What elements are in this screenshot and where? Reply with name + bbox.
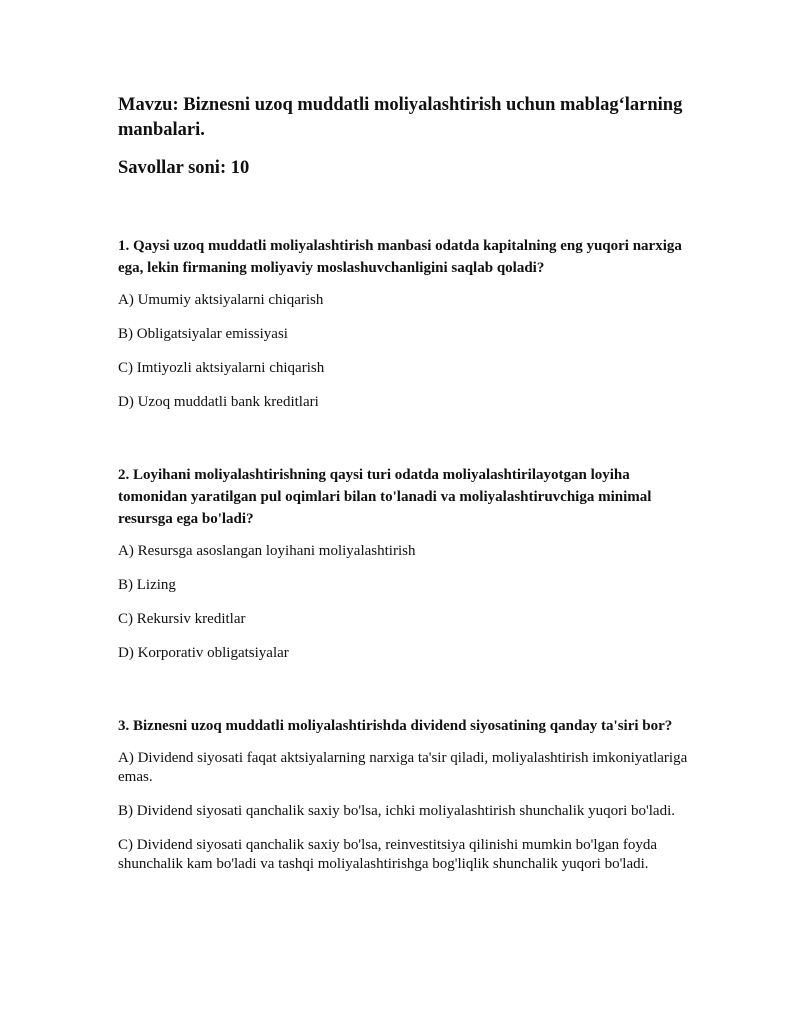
document-title: Mavzu: Biznesni uzoq muddatli moliyalashtirish uchun mablag‘larning manbalari. xyxy=(118,95,683,140)
answer-option-a: A) Umumiy aktsiyalarni chiqarish xyxy=(118,292,324,308)
answer-option-a: A) Dividend siyosati faqat aktsiyalarning narxiga ta'sir qiladi, moliyalashtirish imkoniyatlariga emas. xyxy=(118,750,688,785)
question-block-2 xyxy=(118,464,688,663)
question-block-3 xyxy=(118,715,688,874)
answer-option-d: D) Uzoq muddatli bank kreditlari xyxy=(118,394,319,410)
question-block-1 xyxy=(118,235,688,412)
answer-option-b: B) Dividend siyosati qanchalik saxiy bo'lsa, ichki moliyalashtirish shunchalik yuqori bo'ladi. xyxy=(118,803,675,819)
question-count: Savollar soni: 10 xyxy=(118,158,250,178)
question-text: 3. Biznesni uzoq muddatli moliyalashtirishda dividend siyosatining qanday ta'siri bor? xyxy=(118,718,673,734)
answer-option-a: A) Resursga asoslangan loyihani moliyalashtirish xyxy=(118,543,416,559)
answer-option-c: C) Imtiyozli aktsiyalarni chiqarish xyxy=(118,360,325,376)
document-page xyxy=(118,93,688,889)
answer-option-c: C) Dividend siyosati qanchalik saxiy bo'lsa, reinvestitsiya qilinishi mumkin bo'lgan foyda shunchalik kam bo'ladi va tashqi moliyalashtirishga bog'liqlik shunchalik yuqori bo'ladi. xyxy=(118,837,658,872)
answer-option-c: C) Rekursiv kreditlar xyxy=(118,611,246,627)
answer-option-b: B) Obligatsiyalar emissiyasi xyxy=(118,326,288,342)
question-text: 1. Qaysi uzoq muddatli moliyalashtirish manbasi odatda kapitalning eng yuqori narxiga ega, lekin firmaning moliyaviy moslashuvchanligini saqlab qoladi? xyxy=(118,238,682,276)
answer-option-b: B) Lizing xyxy=(118,577,176,593)
answer-option-d: D) Korporativ obligatsiyalar xyxy=(118,645,289,661)
question-text: 2. Loyihani moliyalashtirishning qaysi turi odatda moliyalashtirilayotgan loyiha tomonidan yaratilgan pul oqimlari bilan to'lanadi va moliyalashtiruvchiga minimal resursga ega bo'ladi? xyxy=(118,467,652,527)
